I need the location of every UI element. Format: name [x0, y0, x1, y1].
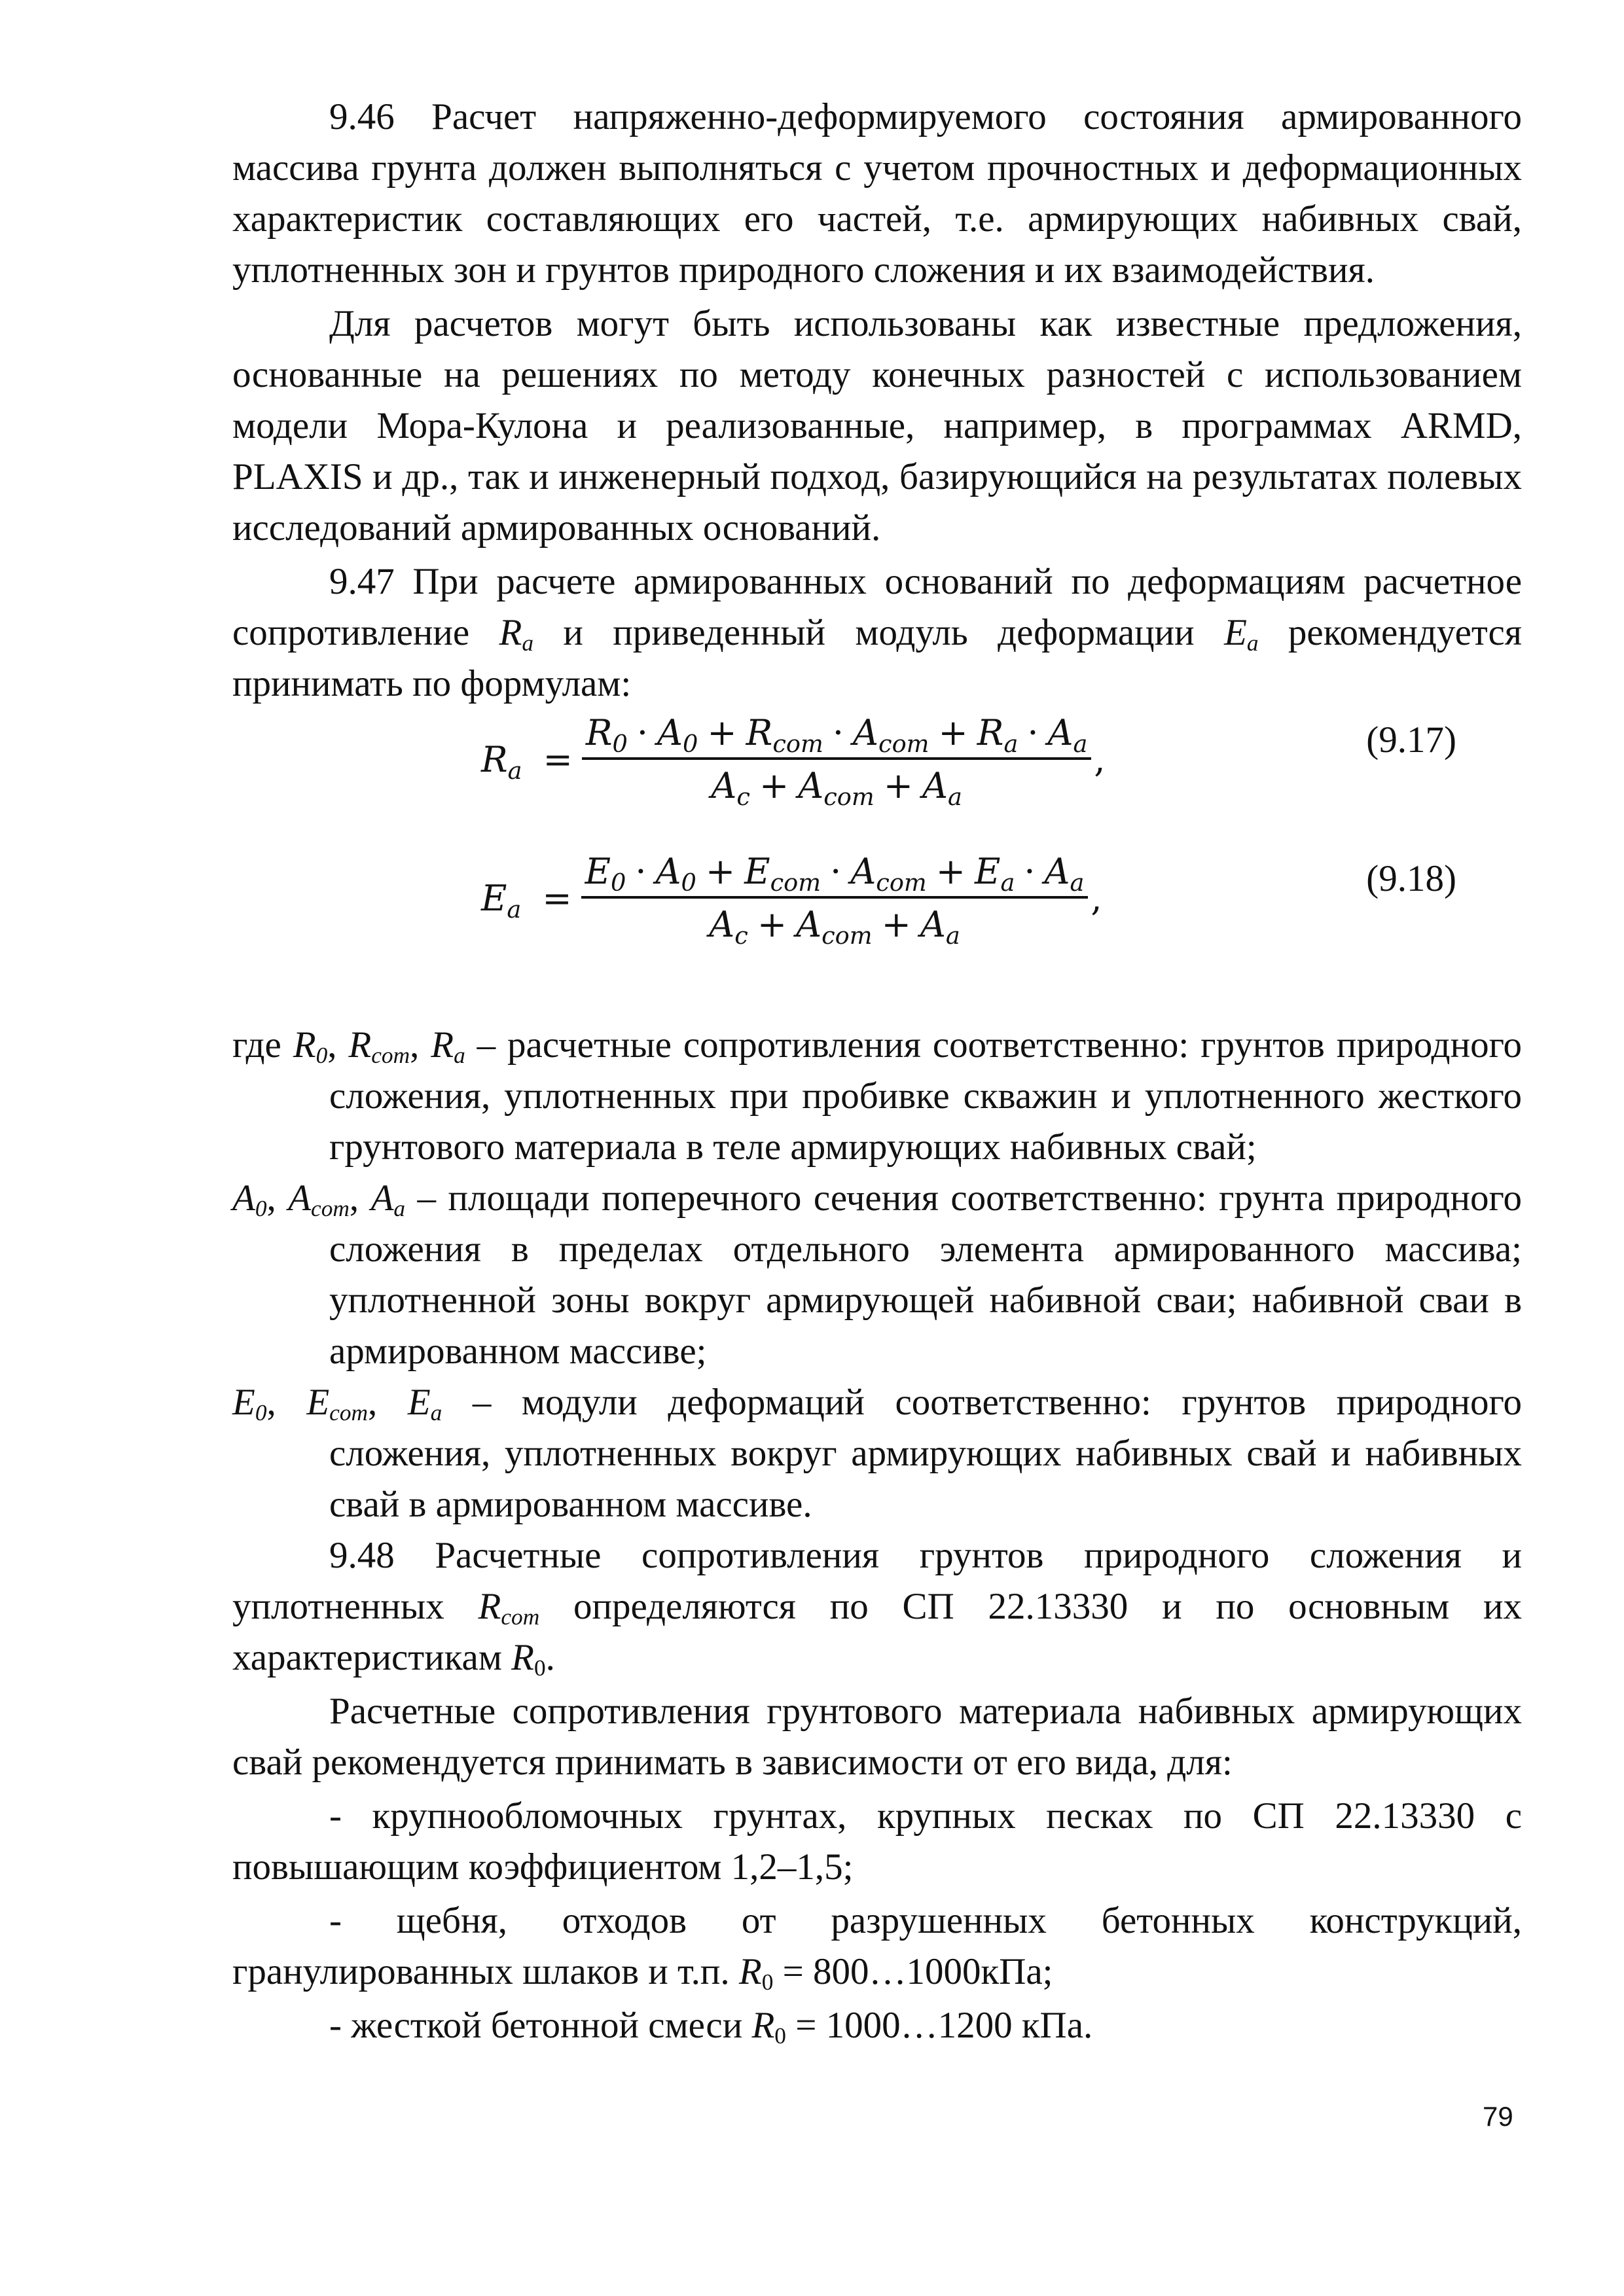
- formula-variable: $R_а$: [977, 712, 1019, 759]
- formula-variable: $A_а$: [920, 904, 960, 950]
- formula-variable: $A_c$: [711, 765, 750, 812]
- formula-operator: +: [881, 904, 911, 945]
- paragraph-9-46: 9.46 Расчет напряженно-деформируемого состояния армированного массива грунта должен выполняться с учетом прочностных и деформационных характеристик составляющих его частей, т.е. армирующих набивных свай, уплотненных зон и грунтов природного сложения и их взаимодействия.: [232, 96, 1522, 291]
- list-item-crushed-stone: - щебня, отходов от разрушенных бетонных конструкций, гранулированных шлаков и т.п. $R_0$ = 800…1000кПа;: [232, 1900, 1522, 1995]
- page-number: 79: [1483, 2101, 1513, 2132]
- formula-variable: $A_{com}$: [850, 851, 927, 897]
- formula-operator: ·: [636, 712, 649, 753]
- formula-expression: $E_a$ = $\frac{E_0 \cdot A_0 + E_{com} \cdot A_{com} + E_a \cdot A_а}{A_c + A_{com} + A_а}$ ,: [481, 851, 1102, 950]
- formula-denominator: [711, 760, 962, 812]
- definition-item: где $R_0$, $R_{com}$, $R_а$ – расчетные сопротивления соответственно: грунтов природного сложения, уплотненных при пробивке скважин и уплотненного жесткого грунтового материала в теле армирующих набивных свай;: [232, 1024, 1523, 1168]
- formula-variable: $A_а$: [922, 765, 962, 812]
- formula-operator: ·: [1027, 712, 1039, 753]
- formula-variable: $E_a$: [975, 851, 1015, 897]
- formula-operator: ·: [830, 851, 842, 892]
- formula-variable: $A_{com}$: [853, 712, 929, 759]
- equation-number: (9.17): [1366, 719, 1456, 761]
- paragraph-9-48: 9.48 Расчетные сопротивления грунтов природного сложения и уплотненных $R_{com}$ определяются по СП 22.13330 и по основным их характеристикам $R_0$.: [232, 1535, 1522, 1681]
- formula-operator: ·: [635, 851, 647, 892]
- list-item-concrete-mix: - жесткой бетонной смеси $R_0$ = 1000…1200 кПа.: [329, 2005, 1093, 2049]
- definition-symbol: E: [306, 1382, 330, 1423]
- formula-operator: +: [705, 851, 736, 892]
- paragraph-fill-material: Расчетные сопротивления грунтового материала набивных армирующих свай рекомендуется принимать в зависимости от его вида, для:: [232, 1691, 1522, 1783]
- definitions-list: [232, 1020, 1522, 1530]
- definition-symbol: E: [232, 1382, 255, 1423]
- definition-symbol: R: [431, 1024, 454, 1066]
- definition-symbol: A: [370, 1177, 394, 1219]
- formula-variable: $A_0$: [655, 851, 696, 897]
- formula-variable: $A_а$: [1044, 851, 1085, 897]
- formula-9-17: [232, 712, 1522, 836]
- formula-operator: +: [707, 712, 737, 753]
- formula-denominator: [709, 899, 960, 950]
- formula-variable: $A_{com}$: [796, 904, 873, 950]
- page-body: [232, 92, 1522, 2051]
- definition-symbol: R: [348, 1024, 372, 1066]
- formula-operator: +: [759, 765, 789, 806]
- formula-variable: $A_c$: [709, 904, 748, 950]
- formula-9-18: [232, 851, 1522, 988]
- formula-variable: $R_{com}$: [746, 712, 823, 759]
- list-item-coarse-soils: - крупнообломочных грунтах, крупных песках по СП 22.13330 с повышающим коэффициентом 1,2–1,5;: [232, 1795, 1522, 1888]
- definition-symbol: R: [293, 1024, 316, 1066]
- equation-number: (9.18): [1366, 858, 1456, 899]
- formula-variable: $E_{com}$: [744, 851, 821, 897]
- formula-expression: $R_a$ = $\frac{R_0 \cdot A_0 + R_{com} \cdot A_{com} + R_а \cdot A_а}{A_c + A_{com} + A_а}$ ,: [481, 712, 1106, 812]
- definition-symbol: A: [288, 1177, 312, 1219]
- formula-operator: +: [757, 904, 787, 945]
- definition-item: $E_0$, $E_{com}$, $E_a$ – модули деформаций соответственно: грунтов природного сложения, уплотненных вокруг армирующих набивных свай и набивных свай в армированном массиве.: [232, 1382, 1523, 1525]
- formula-operator: +: [938, 712, 968, 753]
- formula-variable: $E_0$: [585, 851, 626, 897]
- formula-operator: ·: [832, 712, 844, 753]
- formula-operator: ·: [1024, 851, 1036, 892]
- formula-operator: +: [935, 851, 966, 892]
- definition-symbol: A: [232, 1177, 255, 1219]
- formula-numerator: [581, 851, 1089, 899]
- formula-operator: +: [883, 765, 913, 806]
- definition-item: $A_0$, $A_{com}$, $A_a$ – площади поперечного сечения соответственно: грунта природного сложения в пределах отдельного элемента армированного массива; уплотненной зоны вокруг армирующей набивной сваи; набивной сваи в армированном массиве;: [232, 1177, 1522, 1372]
- paragraph-9-47: 9.47 При расчете армированных оснований по деформациям расчетное сопротивление $R_a$ и приведенный модуль деформации $E_a$ рекомендуется принимать по формулам:: [232, 561, 1522, 704]
- definition-symbol: E: [407, 1382, 431, 1423]
- formula-variable: $R_0$: [585, 712, 628, 759]
- formula-variable: $A_0$: [657, 712, 698, 759]
- paragraph-calc-methods: Для расчетов могут быть использованы как известные предложения, основанные на решениях по методу конечных разностей с использованием модели Мора-Кулона и реализованные, например, в программах ARMD, PLAXIS и др., так и инженерный подход, базирующийся на результатах полевых исследований армированных оснований.: [232, 303, 1522, 548]
- formula-numerator: [582, 712, 1092, 760]
- formula-variable: $A_а$: [1047, 712, 1088, 759]
- formula-variable: $A_{com}$: [798, 765, 875, 812]
